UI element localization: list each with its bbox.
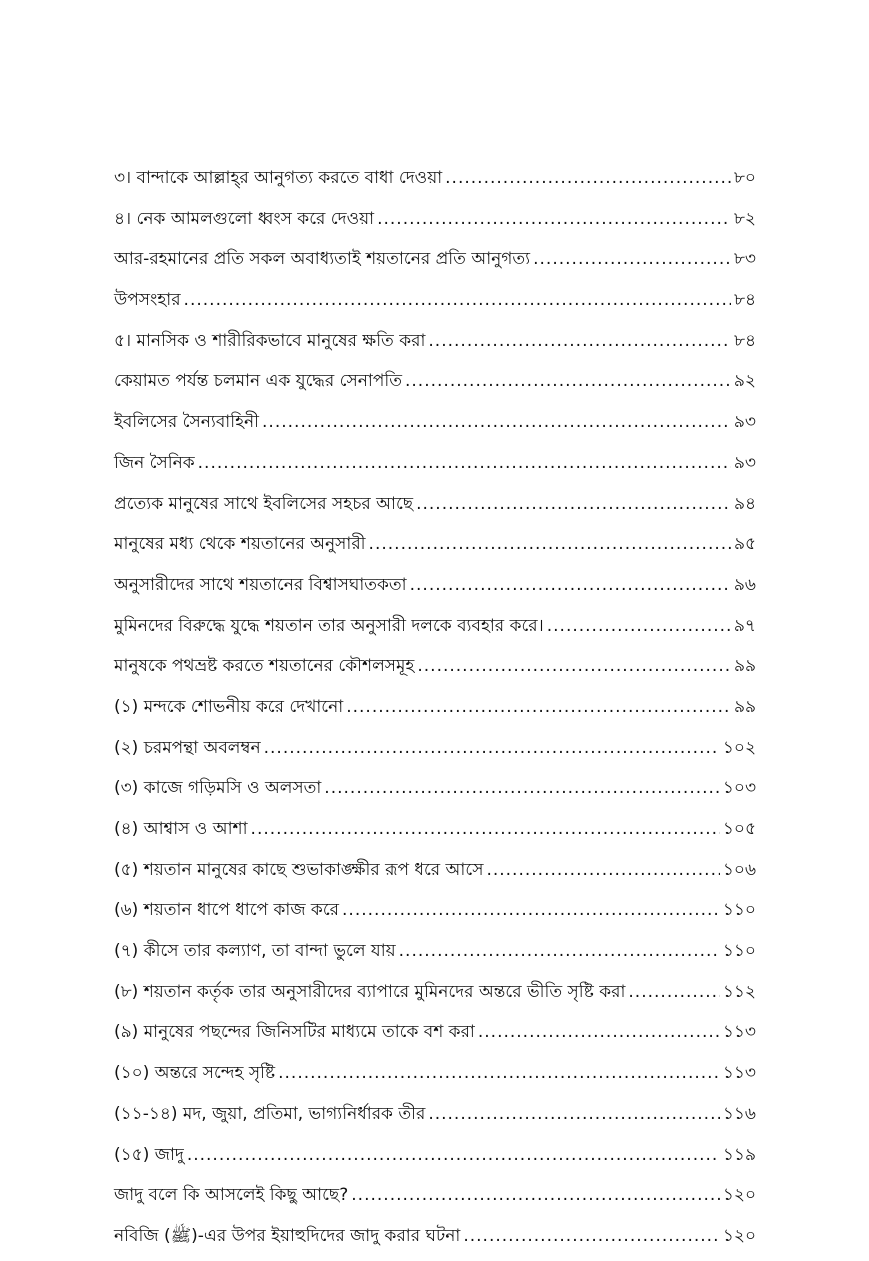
- toc-entry-title: ইবলিসের সৈন্যবাহিনী: [114, 412, 260, 433]
- toc-entry-page-number: ১০৫: [722, 819, 756, 839]
- toc-dot-leader: [198, 443, 731, 484]
- toc-dot-leader: [463, 1216, 720, 1257]
- toc-dot-leader: [628, 972, 719, 1013]
- toc-dot-leader: [262, 402, 731, 443]
- toc-entry-title: (৮) শয়তান কর্তৃক তার অনুসারীদের ব্যাপারে মুমিনদের অন্তরে ভীতি সৃষ্টি করা: [114, 981, 626, 1002]
- toc-entry: [114, 606, 756, 647]
- toc-entry-page-number: ১১৩: [722, 1022, 756, 1043]
- toc-entry-page-number: ১১৩: [722, 1063, 756, 1084]
- toc-dot-leader: [428, 321, 731, 362]
- toc-dot-leader: [533, 239, 731, 280]
- toc-entry-title: অনুসারীদের সাথে শয়তানের বিশ্বাসঘাতকতা: [114, 574, 407, 595]
- toc-entry-page-number: ১১০: [722, 900, 756, 921]
- toc-entry-title: ৪। নেক আমলগুলো ধ্বংস করে দেওয়া: [114, 208, 375, 229]
- toc-entry-title: উপসংহার: [114, 290, 181, 311]
- toc-dot-leader: [445, 158, 731, 199]
- toc-entry-title: আর-রহমানের প্রতি সকল অবাধ্যতাই শয়তানের প্রতি আনুগত্য: [114, 249, 531, 270]
- toc-entry-title: (৯) মানুষের পছন্দের জিনিসটির মাধ্যমে তাকে বশ করা: [114, 1022, 475, 1043]
- toc-entry-page-number: ১১২: [722, 981, 756, 1002]
- toc-entry-page-number: ৮২: [733, 208, 756, 229]
- toc-entry-title: (২) চরমপন্থা অবলম্বন: [114, 737, 261, 758]
- toc-entry: [114, 1094, 756, 1135]
- toc-entry: [114, 1216, 756, 1257]
- toc-entry: [114, 972, 756, 1013]
- toc-entry: [114, 1135, 756, 1176]
- toc-entry: [114, 931, 756, 972]
- toc-dot-leader: [417, 646, 731, 687]
- toc-entry-page-number: ১২০: [722, 1185, 756, 1206]
- toc-entry-page-number: ৮০: [733, 168, 756, 188]
- toc-dot-leader: [264, 728, 720, 769]
- toc-entry: [114, 524, 756, 565]
- toc-entry: [114, 1053, 756, 1094]
- toc-entry: [114, 158, 756, 199]
- toc-entry-page-number: ৯৭: [733, 615, 756, 636]
- toc-entry: [114, 565, 756, 606]
- toc-entry-page-number: ১০৬: [722, 859, 756, 880]
- toc-entry-page-number: ১২০: [722, 1225, 756, 1246]
- toc-entry-title: (১১-১৪) মদ, জুয়া, প্রতিমা, ভাগ্যনির্ধারক তীর: [114, 1103, 426, 1124]
- toc-entry-title: জিন সৈনিক: [114, 452, 195, 473]
- toc-dot-leader: [377, 199, 731, 240]
- toc-entry-page-number: ১১৬: [722, 1103, 756, 1124]
- toc-entry-page-number: ১০৩: [722, 778, 756, 799]
- toc-entry: [114, 646, 756, 687]
- toc-entry-title: (৬) শয়তান ধাপে ধাপে কাজ করে: [114, 900, 340, 921]
- toc-dot-leader: [428, 1094, 720, 1135]
- toc-dot-leader: [351, 1175, 720, 1216]
- toc-entry-title: প্রত্যেক মানুষের সাথে ইবলিসের সহচর আছে: [114, 493, 414, 514]
- toc-entry-title: কেয়ামত পর্যন্ত চলমান এক যুদ্ধের সেনাপতি: [114, 371, 402, 392]
- toc-entry: [114, 443, 756, 484]
- toc-entry-title: (৩) কাজে গড়িমসি ও অলসতা: [114, 778, 322, 799]
- toc-entry: [114, 1012, 756, 1053]
- toc-entry: [114, 280, 756, 321]
- toc-entry: [114, 890, 756, 931]
- toc-entry-title: (১৫) জাদু: [114, 1144, 184, 1165]
- toc-entry-title: ৩। বান্দাকে আল্লাহ্‌র আনুগত্য করতে বাধা দেওয়া: [114, 168, 443, 188]
- toc-entry-title: ৫। মানসিক ও শারীরিকভাবে মানুষের ক্ষতি করা: [114, 330, 426, 351]
- toc-dot-leader: [410, 565, 731, 606]
- toc-dot-leader: [416, 484, 731, 525]
- toc-entry: [114, 687, 756, 728]
- toc-dot-leader: [399, 931, 720, 972]
- toc-dot-leader: [547, 606, 731, 647]
- toc-entry: [114, 484, 756, 525]
- toc-entry-title: (১০) অন্তরে সন্দেহ সৃষ্টি: [114, 1063, 276, 1084]
- toc-dot-leader: [478, 1012, 720, 1053]
- toc-entry: [114, 402, 756, 443]
- toc-entry-page-number: ৮৪: [733, 290, 756, 311]
- toc-dot-leader: [369, 524, 731, 565]
- toc-dot-leader: [278, 1053, 720, 1094]
- toc-entry-page-number: ৯৩: [733, 452, 756, 473]
- toc-dot-leader: [251, 809, 720, 850]
- toc-entry-title: (৭) কীসে তার কল্যাণ, তা বান্দা ভুলে যায়: [114, 941, 396, 962]
- toc-entry-page-number: ৮৩: [733, 249, 756, 270]
- toc-entry: [114, 361, 756, 402]
- toc-entry-page-number: ৯৯: [733, 656, 756, 677]
- toc-entry-title: মানুষকে পথভ্রষ্ট করতে শয়তানের কৌশলসমূহ: [114, 656, 415, 677]
- toc-entry-title: নবিজি (ﷺ)-এর উপর ইয়াহুদিদের জাদু করার ঘটনা: [114, 1225, 461, 1246]
- toc-entry: [114, 199, 756, 240]
- toc-entry: [114, 768, 756, 809]
- toc-entry: [114, 321, 756, 362]
- toc-entry-page-number: ১১৯: [722, 1144, 756, 1165]
- toc-dot-leader: [184, 280, 731, 321]
- toc-entry-page-number: ১১০: [722, 941, 756, 962]
- toc-dot-leader: [187, 1135, 720, 1176]
- toc-entry: [114, 809, 756, 850]
- toc-dot-leader: [342, 890, 720, 931]
- toc-entry-title: (১) মন্দকে শোভনীয় করে দেখানো: [114, 696, 344, 717]
- toc-entry-page-number: ৮৪: [733, 330, 756, 351]
- toc-entry: [114, 239, 756, 280]
- toc-entry-page-number: ৯২: [733, 371, 756, 392]
- toc-entry-page-number: ৯৫: [733, 534, 756, 555]
- toc-entry-page-number: ৯৬: [733, 574, 756, 595]
- toc-entry: [114, 850, 756, 891]
- toc-dot-leader: [324, 768, 720, 809]
- toc-dot-leader: [486, 850, 719, 891]
- toc-entry-title: (৫) শয়তান মানুষের কাছে শুভাকাঙ্ক্ষীর রূপ ধরে আসে: [114, 859, 484, 880]
- toc-entry-title: মানুষের মধ্য থেকে শয়তানের অনুসারী: [114, 534, 366, 555]
- toc-dot-leader: [346, 687, 731, 728]
- toc-entry: [114, 1175, 756, 1216]
- toc-entry-title: জাদু বলে কি আসলেই কিছু আছে?: [114, 1185, 349, 1206]
- toc-entry-page-number: ৯৪: [733, 493, 756, 514]
- toc-entry: [114, 728, 756, 769]
- toc-entry-title: মুমিনদের বিরুদ্ধে যুদ্ধে শয়তান তার অনুসারী দলকে ব্যবহার করে।: [114, 615, 544, 636]
- toc-entry-page-number: ৯৩: [733, 412, 756, 433]
- table-of-contents: [114, 158, 756, 1257]
- toc-entry-title: (৪) আশ্বাস ও আশা: [114, 819, 248, 839]
- toc-entry-page-number: ১০২: [722, 737, 756, 758]
- toc-entry-page-number: ৯৯: [733, 696, 756, 717]
- toc-dot-leader: [405, 361, 731, 402]
